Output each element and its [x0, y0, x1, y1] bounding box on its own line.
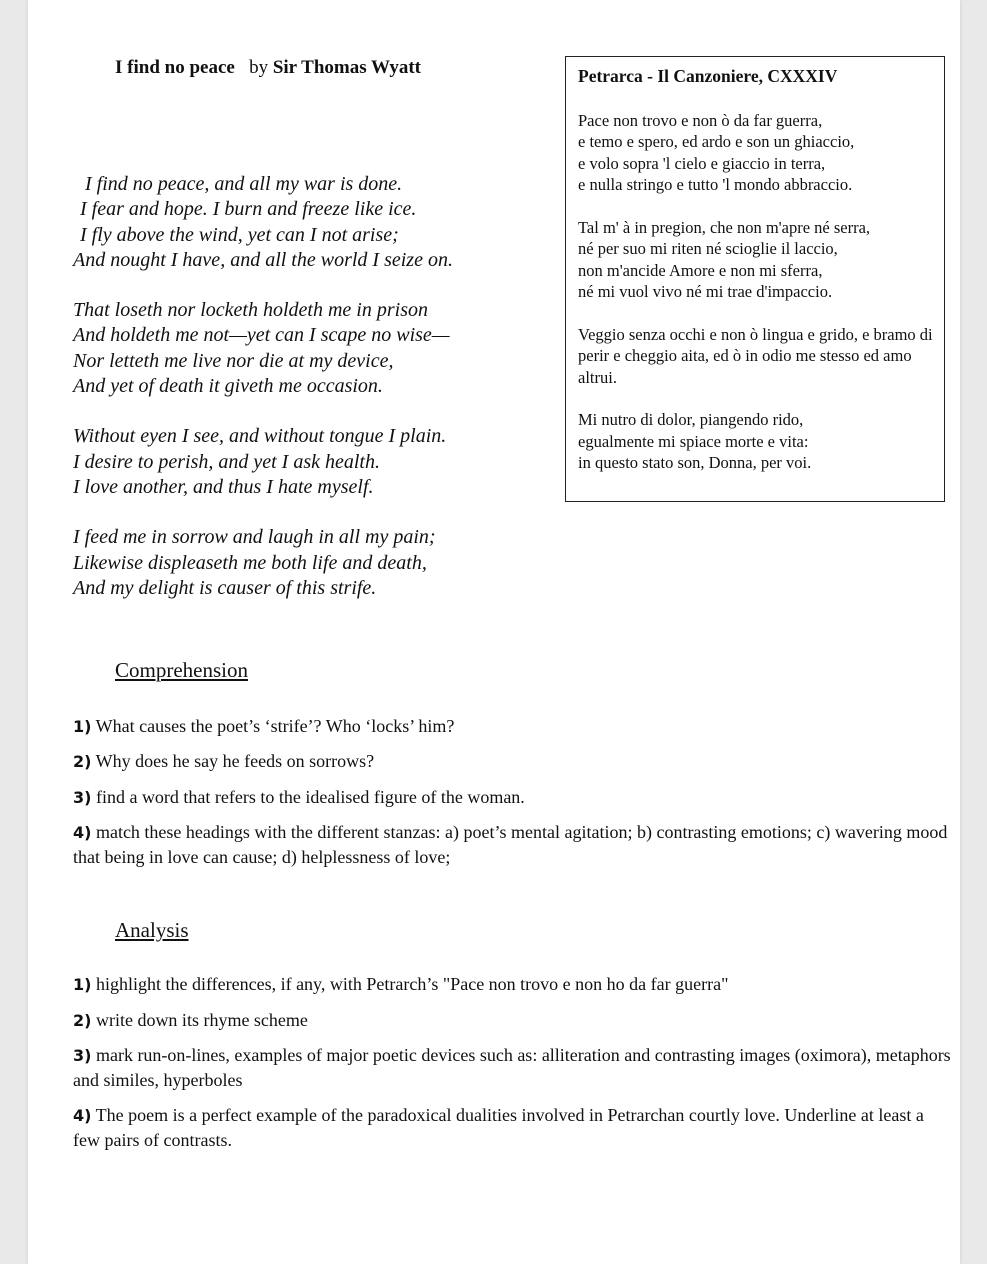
question-text: Why does he say he feeds on sorrows?: [95, 751, 375, 771]
petrarca-box: [565, 56, 945, 502]
poem-line: I fear and hope. I burn and freeze like ice.: [80, 198, 417, 221]
petrarca-stanza-1: [578, 110, 934, 196]
comprehension-heading: Comprehension: [115, 658, 248, 682]
question-number: 3): [73, 788, 92, 807]
question-text: highlight the differences, if any, with Petrarch’s "Pace non trovo e non ho da far guerra": [95, 974, 729, 994]
question-text: find a word that refers to the idealised figure of the woman.: [95, 787, 525, 807]
by-word: by: [249, 57, 269, 78]
petrarca-line: Tal m' à in pregion, che non m'apre né serra,: [578, 217, 871, 237]
poem-line: I fly above the wind, yet can I not arise;: [80, 223, 399, 246]
poem-line: I feed me in sorrow and laugh in all my pain;: [73, 526, 436, 549]
comprehension-question-3: [73, 785, 953, 810]
analysis-question-4: [73, 1103, 953, 1153]
question-text: mark run-on-lines, examples of major poetic devices such as: alliteration and contrasting images (oximora), metaphors and similes, hyperboles: [73, 1045, 951, 1090]
poem-line: Nor letteth me live nor die at my device,: [73, 349, 394, 372]
poem-stanza-3: [73, 424, 553, 500]
wyatt-poem: [73, 172, 553, 626]
question-text: match these headings with the different stanzas: a) poet’s mental agitation; b) contrasting emotions; c) wavering mood that being in love can cause; d) helplessness of love;: [73, 822, 948, 867]
poem-line: Without eyen I see, and without tongue I plain.: [73, 425, 447, 448]
poem-stanza-2: [73, 298, 553, 399]
question-text: write down its rhyme scheme: [95, 1010, 308, 1030]
question-number: 2): [73, 1011, 92, 1030]
petrarca-line: né mi vuol vivo né mi trae d'impaccio.: [578, 282, 833, 301]
analysis-heading: Analysis: [115, 918, 189, 942]
question-number: 4): [73, 823, 92, 842]
poem-title: I find no peace: [115, 57, 235, 78]
question-text: What causes the poet’s ‘strife’? Who ‘locks’ him?: [95, 716, 455, 736]
comprehension-question-4: [73, 820, 953, 870]
analysis-question-2: [73, 1008, 953, 1033]
document-page: [28, 0, 960, 1264]
poem-stanza-4: [73, 525, 553, 601]
question-number: 4): [73, 1106, 92, 1125]
question-number: 1): [73, 975, 92, 994]
petrarca-line: Pace non trovo e non ò da far guerra,: [578, 110, 823, 130]
poem-line: I find no peace, and all my war is done.: [85, 173, 403, 195]
petrarca-line: egualmente mi spiace morte e vita:: [578, 431, 809, 451]
petrarca-line: e volo sopra 'l cielo e giaccio in terra,: [578, 153, 826, 173]
poem-title-line: [115, 57, 421, 79]
petrarca-line: e temo e spero, ed ardo e son un ghiaccio,: [578, 132, 855, 151]
petrarca-line: Mi nutro di dolor, piangendo rido,: [578, 410, 804, 429]
petrarca-stanza-2: [578, 217, 934, 303]
question-number: 3): [73, 1046, 92, 1065]
poem-line: Likewise displeaseth me both life and death,: [73, 551, 427, 574]
poem-line: I love another, and thus I hate myself.: [73, 475, 374, 498]
comprehension-question-2: [73, 749, 953, 774]
petrarca-stanza-3: Veggio senza occhi e non ò lingua e grido, e bramo di perir e cheggio aita, ed ò in odio me stesso ed amo altrui.: [578, 324, 933, 387]
poem-author: Sir Thomas Wyatt: [272, 57, 421, 78]
poem-line: I desire to perish, and yet I ask health.: [73, 450, 380, 473]
poem-line: That loseth nor locketh holdeth me in prison: [73, 299, 428, 322]
petrarca-line: né per suo mi riten né scioglie il laccio,: [578, 239, 838, 258]
comprehension-question-1: [73, 714, 953, 739]
analysis-question-1: [73, 972, 953, 997]
petrarca-line: in questo stato son, Donna, per voi.: [578, 453, 812, 472]
petrarca-stanza-4: [578, 409, 934, 474]
poem-stanza-1: [73, 172, 553, 273]
poem-line: And nought I have, and all the world I seize on.: [73, 248, 453, 271]
poem-line: And holdeth me not—yet can I scape no wise—: [73, 324, 450, 347]
poem-line: And my delight is causer of this strife.: [73, 576, 377, 599]
question-text: The poem is a perfect example of the paradoxical dualities involved in Petrarchan courtly love. Underline at least a few pairs of contrasts.: [73, 1105, 924, 1150]
petrarca-line: e nulla stringo e tutto 'l mondo abbraccio.: [578, 175, 853, 194]
question-number: 1): [73, 717, 92, 736]
analysis-question-3: [73, 1043, 953, 1093]
petrarca-line: non m'ancide Amore e non mi sferra,: [578, 260, 823, 280]
poem-line: And yet of death it giveth me occasion.: [73, 375, 383, 398]
question-number: 2): [73, 752, 92, 771]
petrarca-title: Petrarca - Il Canzoniere, CXXXIV: [578, 66, 838, 86]
